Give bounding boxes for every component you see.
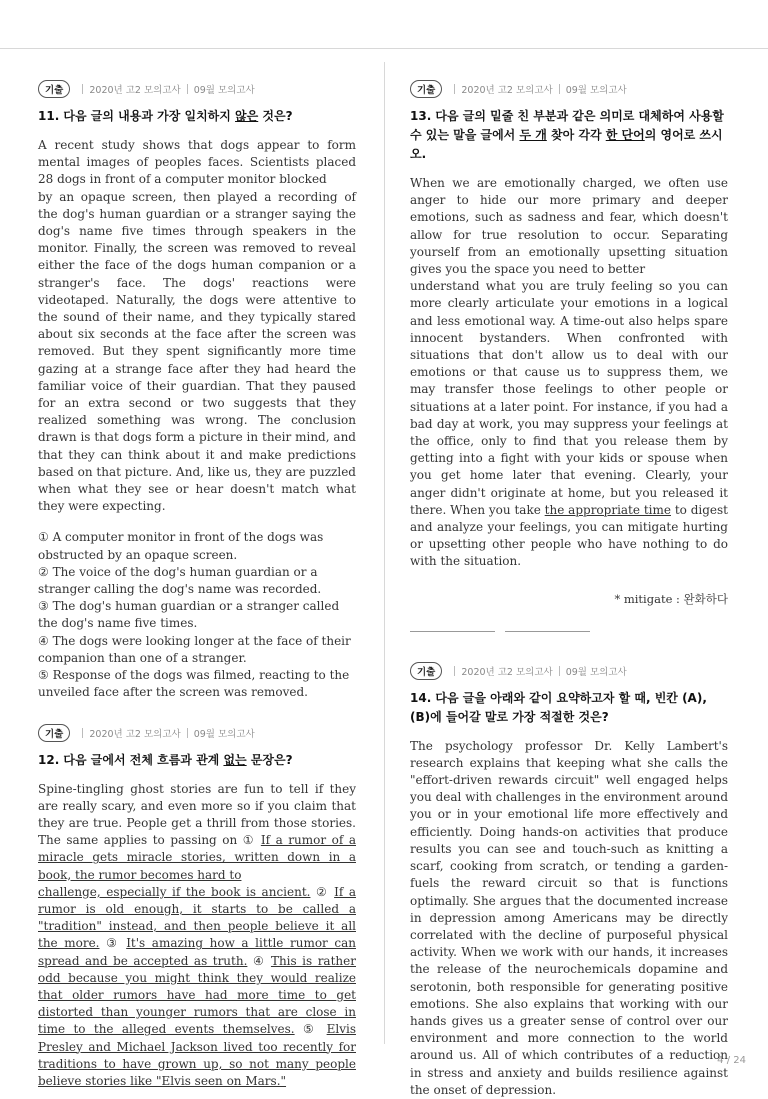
sentence-marker-4: ④ (252, 953, 266, 968)
answer-choices (38, 529, 356, 701)
answer-blank-1 (410, 631, 495, 632)
meta-separator (559, 84, 560, 94)
title-text: 의 영어로 쓰시오. (410, 128, 723, 161)
question-12 (38, 724, 356, 1091)
passage-text (38, 781, 356, 1091)
question-meta (38, 80, 356, 98)
answer-blank-2 (505, 631, 590, 632)
sentence-marker-5: ⑤ (302, 1022, 319, 1037)
title-text: 12. 다음 글에서 전체 흐름과 관계 (38, 752, 224, 767)
question-meta (410, 80, 728, 98)
exam-year: 2020년 고2 모의고사 (461, 666, 553, 678)
column-divider (384, 62, 385, 1044)
title-underlined: 없는 (223, 752, 247, 767)
exam-tag-badge: 기출 (38, 80, 70, 98)
question-14 (410, 662, 728, 1099)
title-text: 문장은? (246, 752, 293, 767)
passage-part: to digest and analyze your feelings, you can mitigate hurting or upsetting other people who have nothing to do with the situation. (410, 502, 728, 569)
vocab-footnote: * mitigate : 완화하다 (614, 591, 728, 606)
exam-tag-badge: 기출 (410, 80, 442, 98)
exam-month: 09월 모의고사 (565, 85, 627, 96)
title-text: 11. 다음 글의 내용과 가장 일치하지 (38, 109, 236, 123)
answer-lines (410, 631, 728, 632)
meta-separator (454, 666, 455, 676)
choice-5: ⑤ Response of the dogs was filmed, reacting to the unveiled face after the screen was removed. (38, 668, 350, 700)
question-meta (410, 662, 728, 680)
sentence-marker-2: ② (316, 884, 329, 899)
sentence-2: If a rumor is old enough, it starts to be called a "tradition" instead, and then people believe it all the more. (38, 884, 356, 951)
page-number: 4 / 24 (717, 1055, 746, 1066)
choice-1: ① A computer monitor in front of the dogs was obstructed by an opaque screen. (38, 530, 324, 562)
exam-month: 09월 모의고사 (193, 85, 255, 96)
exam-tag-badge: 기출 (410, 662, 442, 680)
choice-2: ② The voice of the dog's human guardian or a stranger calling the dog's name was recorded. (38, 564, 322, 597)
title-text: 찾아 각각 (546, 128, 606, 142)
title-text: 13. 다음 글의 밑줄 친 부분과 같은 의미로 대체하여 사용할 수 있는 말을 글에서 (410, 109, 724, 142)
passage-text: The psychology professor Dr. Kelly Lambert's research explains that keeping what she calls the "effort-driven rewards circuit" well engaged helps you deal with challenges in the environment around you or in your emotional life more effectively and efficiently. Doing hands-on activities that produce results you can see and touch-such as knitting a scarf, cooking from scratch, or tending a garden-fuels the reward circuit so that is functions optimally. She argues that the documented increase in depression among Americans may be directly correlated with the decline of purposeful physical activity. When we work with our hands, it increases the release of the neurochemicals dopamine and serotonin, both responsible for generating positive emotions. She also explains that working with our hands gives us a greater sense of control over our environment and more connection to the world around us. All of which contributes of a reduction in stress and anxiety and builds resilience against the onset of depression. (410, 738, 728, 1097)
passage-text: A recent study shows that dogs appear to form mental images of peoples faces. Scientists placed 28 dogs in front of a computer monitor blocked by an opaque screen, then played a recording of the dog's human guardian or a stranger saying the dog's name five times through speakers in the monitor. Finally, the screen was removed to reveal either the face of the dogs human companion or a stranger's face. The dogs' reactions were videotaped. Naturally, the dogs were attentive to the sound of their name, and they typically stared about six seconds at the face after the screen was removed. But they spent significantly more time gazing at a strange face after they had heard the familiar voice of their guardian. That they paused for an extra second or two suggests that they realized something was wrong. The conclusion drawn is that dogs form a picture in their mind, and that they can think about it and make predictions based on that picture. And, like us, they are puzzled when what they see or hear doesn't match what they were expecting. (38, 138, 356, 514)
meta-separator (82, 84, 83, 94)
meta-separator (187, 728, 188, 738)
sentence-1: If a rumor of a miracle gets miracle stories, written down in a book, the rumor becomes hard to challenge, especially if the book is ancient. (38, 833, 356, 899)
title-underlined: 한 단어 (605, 128, 645, 142)
title-underlined: 않은 (235, 109, 259, 123)
title-text: 것은? (258, 109, 293, 123)
underlined-phrase: the appropriate time (544, 502, 671, 517)
question-title: 14. 다음 글을 아래와 같이 요약하고자 할 때, 빈칸 (A), (B)에 들어갈 말로 가장 적절한 것은? (410, 690, 707, 724)
left-column (38, 80, 356, 1090)
exam-year: 2020년 고2 모의고사 (89, 85, 181, 96)
question-11 (38, 80, 356, 702)
sentence-marker-1: ① (242, 833, 256, 848)
question-title (38, 751, 356, 770)
question-13 (410, 80, 728, 632)
meta-separator (559, 666, 560, 676)
sentence-3: It's amazing how a little rumor can spread and be accepted as truth. (38, 936, 356, 968)
passage-part: When we are emotionally charged, we often use anger to hide our more primary and deeper emotions, such as sadness and fear, which doesn't allow for true resolution to occur. Separating yourself from an emotionally upsetting situation gives you the space you need to better understand what you are truly feeling so you can more clearly articulate your emotions in a logical and less emotional way. A time-out also helps spare innocent bystanders. When confronted with situations that don't allow us to deal with our emotions or that cause us to suppress them, we may transfer those feelings to other people or situations at a later point. For instance, if you had a bad day at work, you may suppress your feelings at the office, only to find that you release them by getting into a fight with your kids or spouse when you get home later that evening. Clearly, your anger didn't originate at home, but you released it there. When you take (410, 176, 728, 517)
meta-separator (454, 84, 455, 94)
sentence-5: Elvis Presley and Michael Jackson lived too recently for traditions to have grown up, so not many people believe stories like "Elvis seen on Mars." (38, 1022, 356, 1088)
exam-year: 2020년 고2 모의고사 (461, 85, 553, 96)
question-title (410, 107, 728, 164)
title-underlined: 두 개 (519, 128, 547, 142)
exam-month: 09월 모의고사 (193, 728, 255, 740)
choice-3: ③ The dog's human guardian or a stranger called the dog's name five times. (38, 599, 340, 631)
right-column (410, 80, 728, 1099)
header-rule (0, 48, 768, 49)
exam-tag-badge: 기출 (38, 724, 70, 742)
question-meta (38, 724, 356, 742)
choice-4: ④ The dogs were looking longer at the face of their companion than one of a stranger. (38, 633, 351, 665)
sentence-marker-3: ③ (106, 936, 120, 951)
sentence-4: This is rather odd because you might think they would realize that older rumors have had more time to get distorted than younger rumors that are close in time to the alleged events themselves. (38, 953, 356, 1037)
exam-year: 2020년 고2 모의고사 (89, 728, 181, 740)
passage-intro: Spine-tingling ghost stories are fun to tell if they are really scary, and even more so if you claim that they are true. People get a thrill from those stories. The same applies to passing on (38, 781, 356, 848)
passage-text (410, 175, 728, 571)
meta-separator (187, 84, 188, 94)
meta-separator (82, 728, 83, 738)
question-title (38, 107, 356, 126)
exam-month: 09월 모의고사 (565, 666, 627, 678)
